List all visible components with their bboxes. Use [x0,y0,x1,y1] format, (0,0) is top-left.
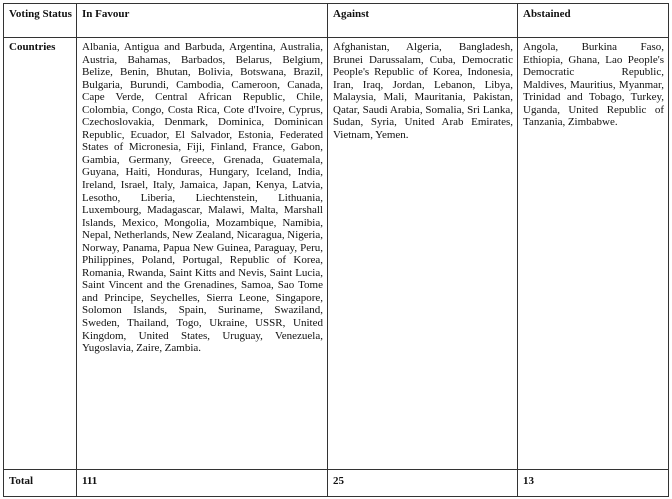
header-row [4,4,669,38]
countries-against: Afghanistan, Algeria, Bangladesh, Brunei Darussalam, Cuba, Democratic People's Republic of Korea, Indonesia, Iran, Iraq, Jordan, Lebanon, Libya, Malaysia, Mali, Mauritania, Pakistan, Qatar, Saudi Arabia, Somalia, Sri Lanka, Sudan, Syria, United Arab Emirates, Vietnam, Yemen. [328,38,518,470]
countries-row [4,38,669,470]
countries-abstained: Angola, Burkina Faso, Ethiopia, Ghana, Lao People's Democratic Republic, Maldives, Mauritius, Myanmar, Trinidad and Tobago, Turkey, Uganda, United Republic of Tanzania, Zimbabwe. [518,38,669,470]
row-label-total: Total [4,470,77,497]
header-in-favour: In Favour [77,4,328,38]
row-label-countries: Countries [4,38,77,470]
total-abstained: 13 [518,470,669,497]
header-abstained: Abstained [518,4,669,38]
header-against: Against [328,4,518,38]
total-against: 25 [328,470,518,497]
voting-results-table [3,3,669,497]
header-voting-status: Voting Status [4,4,77,38]
countries-in-favour: Albania, Antigua and Barbuda, Argentina, Australia, Austria, Bahamas, Barbados, Belarus, Belgium, Belize, Benin, Bhutan, Bolivia, Botswana, Brazil, Bulgaria, Burundi, Cambodia, Cameroon, Canada, Cape Verde, Central African Republic, Chile, Colombia, Congo, Costa Rica, Cote d'Ivoire, Cyprus, Czechoslovakia, Denmark, Dominica, Dominican Republic, Ecuador, El Salvador, Estonia, Federated States of Micronesia, Fiji, Finland, France, Gabon, Gambia, Germany, Greece, Grenada, Guatemala, Guyana, Haiti, Honduras, Hungary, Iceland, India, Ireland, Israel, Italy, Jamaica, Japan, Kenya, Latvia, Lesotho, Liberia, Liechtenstein, Lithuania, Luxembourg, Madagascar, Malawi, Malta, Marshall Islands, Mexico, Mongolia, Mozambique, Namibia, Nepal, Netherlands, New Zealand, Nicaragua, Nigeria, Norway, Panama, Papua New Guinea, Paraguay, Peru, Philippines, Poland, Portugal, Republic of Korea, Romania, Rwanda, Saint Kitts and Nevis, Saint Lucia, Saint Vincent and the Grenadines, Samoa, Sao Tome and Principe, Seychelles, Sierra Leone, Singapore, Solomon Islands, Spain, Suriname, Swaziland, Sweden, Thailand, Togo, Ukraine, USSR, United Kingdom, United States, Uruguay, Venezuela, Yugoslavia, Zaire, Zambia. [77,38,328,470]
total-row [4,470,669,497]
total-in-favour: 111 [77,470,328,497]
